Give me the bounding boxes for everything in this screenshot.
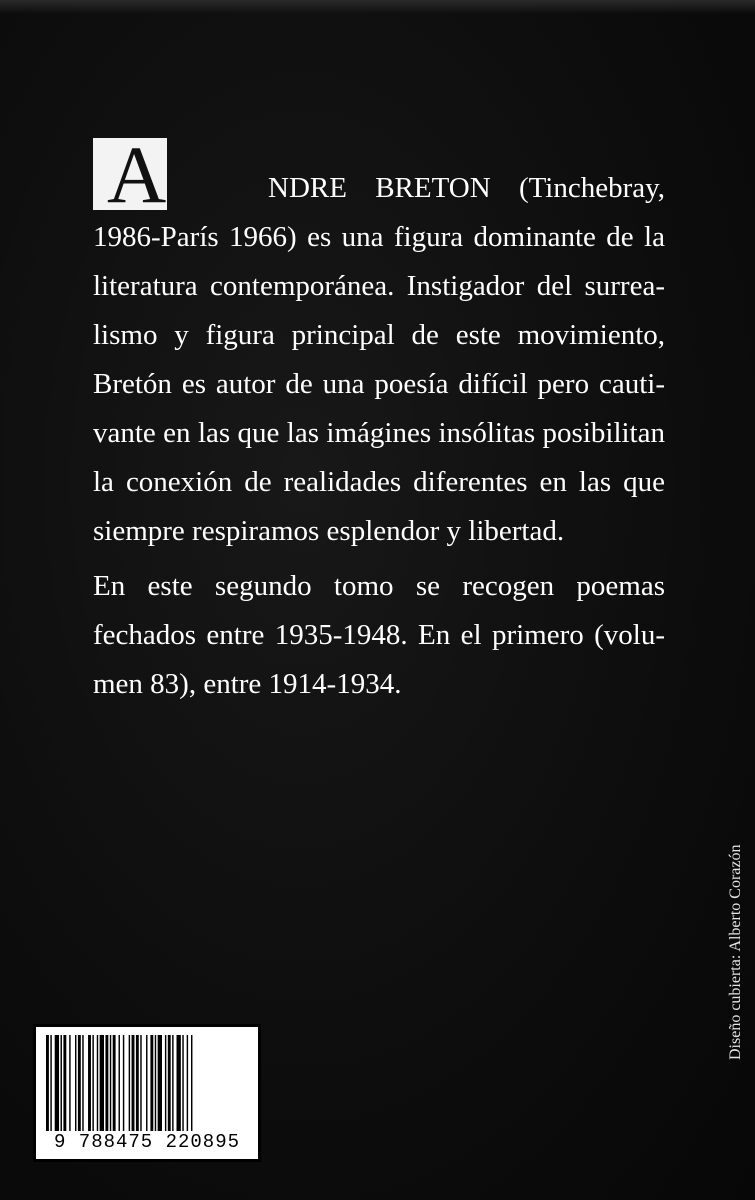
barcode-bar xyxy=(100,1035,104,1131)
barcode-bar xyxy=(146,1035,147,1131)
blurb2-line-1 xyxy=(93,570,665,603)
blurb-line-1-text: NDRE BRETON (Tinchebray, xyxy=(268,172,665,204)
barcode-bar xyxy=(165,1035,166,1131)
barcode-bar xyxy=(69,1035,70,1131)
drop-cap-box xyxy=(93,129,167,220)
blurb-line-1 xyxy=(268,172,665,205)
barcode-bar xyxy=(168,1035,171,1131)
blurb-line-8 xyxy=(93,515,564,548)
blurb-line-3 xyxy=(93,270,665,303)
barcode-bar xyxy=(187,1035,188,1131)
blurb2-line-3 xyxy=(93,668,401,701)
barcode-bar xyxy=(97,1035,98,1131)
barcode-bars xyxy=(36,1027,258,1135)
barcode-bar xyxy=(177,1035,181,1131)
blurb-line-6-text: vante en las que las imágines insólitas posibilitan xyxy=(93,417,665,449)
barcode-bar xyxy=(172,1035,173,1131)
barcode-bar xyxy=(182,1035,183,1131)
barcode-bar xyxy=(63,1035,66,1131)
cover-design-credit: Diseño cubierta: Alberto Corazón xyxy=(727,844,744,1060)
blurb-line-4-text: lismo y figura principal de este movimiento, xyxy=(93,319,665,351)
blurb-line-5-text: Bretón es autor de una poesía difícil pero cauti- xyxy=(93,368,665,400)
barcode-bar xyxy=(140,1035,141,1131)
barcode-bar xyxy=(88,1035,91,1131)
barcode-bar xyxy=(123,1035,124,1131)
barcode-bar xyxy=(105,1035,108,1131)
blurb-line-3-text: literatura contemporánea. Instigador del surrea- xyxy=(93,270,665,302)
blurb-line-8-text: siempre respiramos esplendor y libertad. xyxy=(93,515,565,547)
blurb2-line-2 xyxy=(93,619,665,652)
barcode-bar xyxy=(92,1035,93,1131)
blurb-line-2 xyxy=(93,221,665,254)
barcode-bar xyxy=(55,1035,59,1131)
barcode-bar xyxy=(61,1035,62,1131)
barcode-bar xyxy=(75,1035,76,1131)
barcode-number: 9 788475 220895 xyxy=(53,1131,241,1153)
blurb-line-5 xyxy=(93,368,665,401)
barcode-bar xyxy=(119,1035,120,1131)
blurb-line-7 xyxy=(93,466,665,499)
blurb-line-6 xyxy=(93,417,665,450)
barcode-bar xyxy=(158,1035,162,1131)
drop-cap-letter: A xyxy=(107,129,167,220)
barcode-bar xyxy=(155,1035,156,1131)
barcode-bar xyxy=(78,1035,81,1131)
barcode-bar xyxy=(136,1035,139,1131)
blurb-line-4 xyxy=(93,319,665,352)
blurb2-line-1-text: En este segundo tomo se recogen poemas xyxy=(93,570,665,602)
barcode-bar xyxy=(50,1035,51,1131)
cover-top-edge xyxy=(0,0,755,14)
blurb-line-2-text: 1986-París 1966) es una figura dominante de la xyxy=(93,221,665,253)
barcode-bar xyxy=(191,1035,192,1131)
barcode-bar xyxy=(82,1035,83,1131)
blurb2-line-2-text: fechados entre 1935-1948. En el primero (volu- xyxy=(93,619,665,651)
blurb-line-7-text: la conexión de realidades diferentes en las que xyxy=(93,466,665,498)
barcode-bar xyxy=(113,1035,116,1131)
barcode-bar xyxy=(110,1035,111,1131)
blurb2-line-3-text: men 83), entre 1914-1934. xyxy=(93,668,402,700)
barcode-bar xyxy=(46,1035,49,1131)
isbn-barcode xyxy=(33,1024,261,1162)
barcode-bar xyxy=(132,1035,135,1131)
barcode-bar xyxy=(129,1035,130,1131)
barcode-bar xyxy=(150,1035,153,1131)
